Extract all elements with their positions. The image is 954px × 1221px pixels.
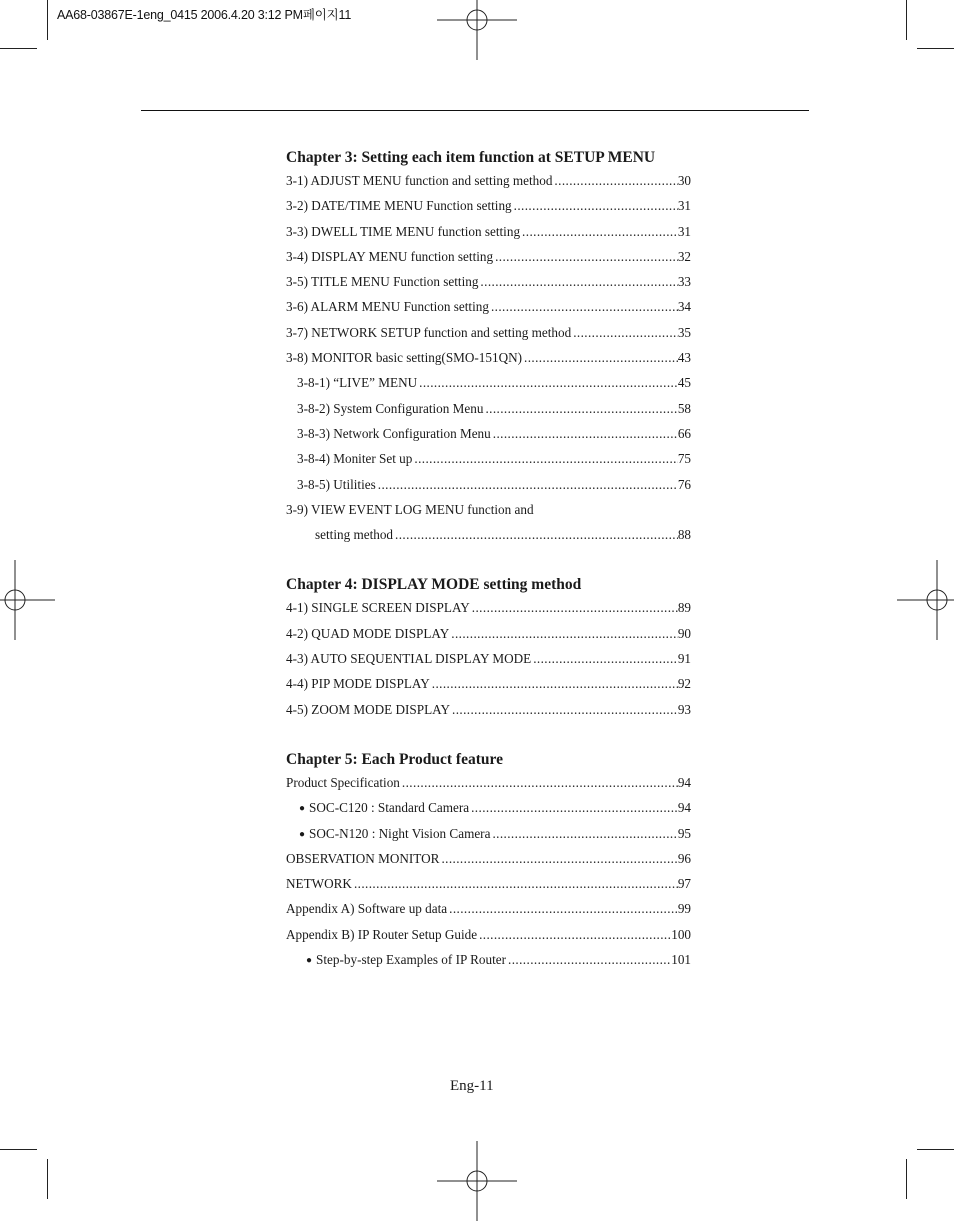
dot-leader xyxy=(493,425,678,443)
toc-bullet-entry xyxy=(286,799,691,824)
dot-leader xyxy=(452,701,678,719)
toc-entry-title: 3-5) TITLE MENU Function setting xyxy=(286,274,479,290)
table-of-contents xyxy=(286,148,691,976)
toc-entry xyxy=(286,197,691,222)
toc-entry-page: 90 xyxy=(677,625,691,641)
toc-entry-page: 88 xyxy=(677,527,691,543)
toc-entry-page: 75 xyxy=(677,451,691,467)
chapter-4-heading: Chapter 4: DISPLAY MODE setting method xyxy=(286,576,582,594)
crop-mark-bottom-left-v xyxy=(47,1159,48,1199)
crop-mark-top-right-v xyxy=(906,0,907,40)
dot-leader xyxy=(554,172,677,190)
toc-entry xyxy=(286,526,691,551)
toc-entry-title: 3-7) NETWORK SETUP function and setting method xyxy=(286,324,572,340)
toc-entry-page: 30 xyxy=(677,173,691,188)
toc-entry-title: 3-2) DATE/TIME MENU Function setting xyxy=(286,198,512,214)
toc-entry-page: 33 xyxy=(677,274,691,290)
dot-leader xyxy=(514,197,678,215)
toc-entry-page: 92 xyxy=(677,676,691,692)
toc-entry xyxy=(286,926,691,951)
toc-bullet-entry xyxy=(286,825,691,850)
toc-entry-title: SOC-C120 : Standard Camera xyxy=(309,800,470,816)
toc-entry-page: 45 xyxy=(677,375,691,391)
toc-entry xyxy=(286,900,691,925)
dot-leader xyxy=(378,476,678,494)
toc-entry xyxy=(286,599,691,624)
dot-leader xyxy=(395,526,678,544)
toc-entry-title: 4-4) PIP MODE DISPLAY xyxy=(286,676,430,692)
toc-entry-page: 101 xyxy=(671,952,691,968)
toc-entry-title: 3-3) DWELL TIME MENU function setting xyxy=(286,223,521,239)
toc-entry-title: Appendix B) IP Router Setup Guide xyxy=(286,926,478,942)
section-gap xyxy=(286,551,691,575)
print-slug: AA68-03867E-1eng_0415 2006.4.20 3:12 PM페이지11 xyxy=(57,8,352,22)
toc-entry-title: SOC-N120 : Night Vision Camera xyxy=(309,825,491,841)
dot-leader xyxy=(492,825,677,843)
toc-entry-page: 94 xyxy=(677,800,691,816)
toc-entry xyxy=(286,675,691,700)
toc-entry xyxy=(286,349,691,374)
crop-mark-top-left-v xyxy=(47,0,48,40)
dot-leader xyxy=(449,900,678,918)
toc-entry xyxy=(286,701,691,726)
toc-entry-title: NETWORK xyxy=(286,876,352,892)
toc-entry-page: 31 xyxy=(677,198,691,214)
dot-leader xyxy=(441,850,677,868)
toc-entry-title: 4-2) QUAD MODE DISPLAY xyxy=(286,625,450,641)
toc-entry-page: 100 xyxy=(671,926,691,942)
toc-entry-page: 32 xyxy=(677,248,691,264)
toc-entry xyxy=(286,298,691,323)
toc-entry-page: 93 xyxy=(677,701,691,717)
toc-entry xyxy=(286,324,691,349)
dot-leader xyxy=(419,374,678,392)
toc-entry-page: 94 xyxy=(677,774,691,790)
toc-entry-title: Appendix A) Software up data xyxy=(286,901,448,917)
dot-leader xyxy=(480,273,677,291)
toc-subentry xyxy=(286,374,691,399)
registration-mark-right-icon xyxy=(897,560,954,640)
registration-mark-bottom-icon xyxy=(437,1141,517,1221)
chapter-3-heading: Chapter 3: Setting each item function at SETUP MENU xyxy=(286,149,656,166)
toc-entry-page: 95 xyxy=(677,825,691,841)
dot-leader xyxy=(495,248,678,266)
crop-mark-top-right-h xyxy=(917,48,954,49)
crop-mark-bottom-right-h xyxy=(917,1149,954,1150)
dot-leader xyxy=(485,400,677,418)
toc-entry xyxy=(286,875,691,900)
dot-leader xyxy=(402,774,678,792)
toc-entry xyxy=(286,625,691,650)
page-number: Eng-11 xyxy=(450,1078,494,1094)
toc-entry xyxy=(286,248,691,273)
dot-leader xyxy=(573,324,678,342)
toc-bullet-entry xyxy=(286,951,691,976)
dot-leader xyxy=(508,951,671,969)
section-gap xyxy=(286,726,691,750)
dot-leader xyxy=(354,875,678,893)
toc-entry-page: 31 xyxy=(677,223,691,239)
bullet-icon: ● xyxy=(306,955,313,967)
toc-entry-page: 76 xyxy=(677,476,691,492)
bullet-icon: ● xyxy=(299,803,306,815)
toc-entry-title: 4-5) ZOOM MODE DISPLAY xyxy=(286,701,450,717)
toc-entry-title: 3-8) MONITOR basic setting(SMO-151QN) xyxy=(286,350,523,366)
dot-leader xyxy=(432,675,678,693)
toc-subentry xyxy=(286,450,691,475)
toc-entry-title: Step-by-step Examples of IP Router xyxy=(316,952,507,968)
dot-leader xyxy=(524,349,678,367)
toc-entry-page: 66 xyxy=(677,425,691,441)
toc-entry-title: 3-9) VIEW EVENT LOG MENU function and xyxy=(286,501,534,517)
toc-entry-title: 3-8-2) System Configuration Menu xyxy=(297,400,484,416)
toc-entry-title: OBSERVATION MONITOR xyxy=(286,850,440,866)
toc-entry-page: 96 xyxy=(677,850,691,866)
registration-mark-top-icon xyxy=(437,0,517,60)
dot-leader xyxy=(472,599,678,617)
toc-entry xyxy=(286,273,691,298)
dot-leader xyxy=(451,625,678,643)
toc-entry-page: 97 xyxy=(677,876,691,892)
toc-entry-title: 4-1) SINGLE SCREEN DISPLAY xyxy=(286,600,470,616)
toc-entry xyxy=(286,650,691,675)
toc-entry-title: 3-8-4) Moniter Set up xyxy=(297,451,413,467)
registration-mark-left-icon xyxy=(0,560,55,640)
toc-entry-title: 3-8-1) “LIVE” MENU xyxy=(297,375,418,391)
toc-entry-title: Product Specification xyxy=(286,774,400,790)
toc-entry-title: 3-8-5) Utilities xyxy=(297,476,376,492)
toc-subentry xyxy=(286,425,691,450)
toc-entry-page: 43 xyxy=(677,350,691,366)
toc-entry-page: 89 xyxy=(677,600,691,616)
toc-entry-title: 3-1) ADJUST MENU function and setting method xyxy=(286,173,553,188)
toc-entry-title: 4-3) AUTO SEQUENTIAL DISPLAY MODE xyxy=(286,651,532,667)
toc-entry-page: 58 xyxy=(677,400,691,416)
toc-subentry xyxy=(286,400,691,425)
dot-leader xyxy=(479,926,671,944)
dot-leader xyxy=(533,650,678,668)
dot-leader xyxy=(471,799,678,817)
toc-entry-title: 3-4) DISPLAY MENU function setting xyxy=(286,248,494,264)
toc-entry-page: 35 xyxy=(677,324,691,340)
dot-leader xyxy=(491,298,678,316)
toc-entry xyxy=(286,774,691,799)
toc-entry xyxy=(286,172,691,197)
toc-subentry xyxy=(286,476,691,501)
toc-entry-page: 99 xyxy=(677,901,691,917)
toc-entry xyxy=(286,850,691,875)
crop-mark-bottom-left-h xyxy=(0,1149,37,1150)
crop-mark-bottom-right-v xyxy=(906,1159,907,1199)
header-rule xyxy=(141,110,809,111)
toc-entry-title: 3-6) ALARM MENU Function setting xyxy=(286,299,489,315)
dot-leader xyxy=(522,223,678,241)
toc-entry xyxy=(286,223,691,248)
toc-entry-title: 3-8-3) Network Configuration Menu xyxy=(297,425,491,441)
toc-entry-page: 34 xyxy=(677,299,691,315)
crop-mark-top-left-h xyxy=(0,48,37,49)
chapter-5-heading: Chapter 5: Each Product feature xyxy=(286,750,503,768)
toc-entry-page: 91 xyxy=(677,651,691,667)
bullet-icon: ● xyxy=(299,828,306,840)
toc-entry-title: setting method xyxy=(315,527,394,543)
dot-leader xyxy=(414,450,677,468)
